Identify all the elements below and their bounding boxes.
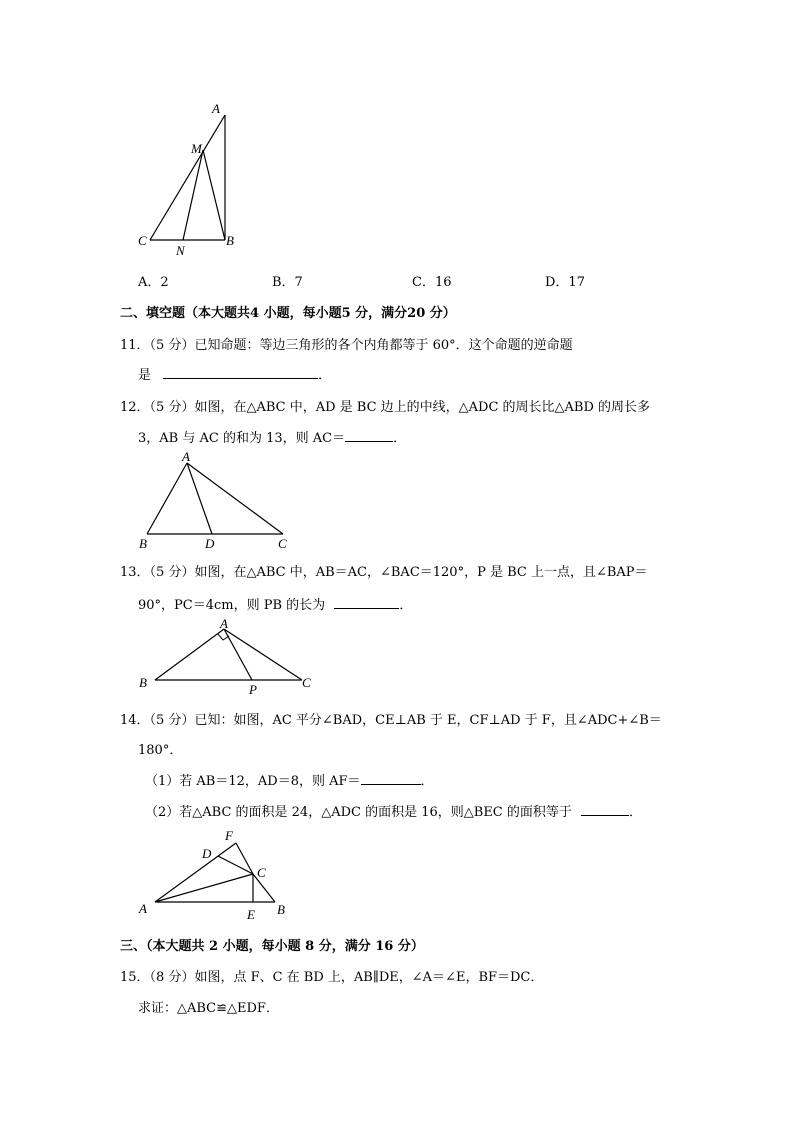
label-C: C <box>138 233 147 248</box>
segment-AF <box>155 843 236 902</box>
segment-AC <box>224 629 302 680</box>
segment-AD <box>187 463 212 534</box>
q14-sub1-answer-blank[interactable] <box>361 772 421 785</box>
section-3-title: 三、（本大题共 2 小题，每小题 8 分，满分 16 分） <box>120 939 424 954</box>
segment-AB <box>155 629 224 680</box>
q12-line2 <box>138 427 406 446</box>
q13-line2 <box>138 594 412 613</box>
label-C: C <box>302 675 311 690</box>
label-E: E <box>247 907 255 922</box>
q11-line2 <box>138 364 331 383</box>
segment-AB <box>147 463 187 534</box>
q13-suffix: ． <box>399 598 413 613</box>
q11-prefix: 是 <box>138 368 152 383</box>
figure-q14 <box>130 822 300 927</box>
label-N: N <box>176 243 185 258</box>
q15-line1: 15．（8 分）如图，点 F、C 在 BD 上，AB∥DE，∠A＝∠E，BF＝DC． <box>120 970 544 985</box>
label-B: B <box>226 233 234 248</box>
q14-sub2-answer-blank[interactable] <box>581 803 629 816</box>
label-C: C <box>257 865 266 880</box>
section-2-title: 二、填空题（本大题共4 小题，每小题5 分，满分20 分） <box>120 306 456 321</box>
label-M: M <box>191 141 202 156</box>
q10-option-d: D．17 <box>545 275 585 290</box>
label-B: B <box>277 902 285 917</box>
figure-q13 <box>130 615 320 700</box>
q12-answer-blank[interactable] <box>345 429 393 442</box>
q15-line2: 求证：△ABC≌△EDF． <box>138 1001 279 1016</box>
figure-q10 <box>130 95 250 260</box>
q12-line1: 12．（5 分）如图，在△ABC 中，AD 是 BC 边上的中线，△ADC 的周长比△ABD 的周长多 <box>120 400 651 415</box>
label-A: A <box>220 616 228 631</box>
q14-sub1-prefix: （1）若 AB＝12，AD＝8，则 AF＝ <box>145 774 361 789</box>
label-B: B <box>139 675 147 690</box>
label-P: P <box>249 682 257 697</box>
q10-option-c: C．16 <box>412 275 452 290</box>
q11-suffix: ． <box>318 368 332 383</box>
q12-suffix: ． <box>393 431 407 446</box>
label-A: A <box>139 901 147 916</box>
q10-option-a: A．2 <box>138 275 169 290</box>
label-D: D <box>202 846 212 861</box>
figure-q12 <box>130 448 305 553</box>
q12-prefix: 3，AB 与 AC 的和为 13，则 AC＝ <box>138 431 346 446</box>
q14-line2: 180°． <box>138 743 183 758</box>
q14-sub1 <box>145 770 434 789</box>
q14-sub2 <box>145 801 642 820</box>
segment-MN <box>183 150 203 240</box>
label-B: B <box>139 536 147 551</box>
q13-answer-blank[interactable] <box>334 596 399 609</box>
label-F: F <box>225 828 233 843</box>
q10-option-b: B．7 <box>272 275 303 290</box>
q14-line1: 14．（5 分）已知：如图，AC 平分∠BAD，CE⊥AB 于 E，CF⊥AD 于 F，且∠ADC+∠B＝ <box>120 713 662 728</box>
q13-prefix: 90°，PC＝4cm，则 PB 的长为 <box>138 598 326 613</box>
label-A: A <box>182 449 190 464</box>
q14-sub2-prefix: （2）若△ABC 的面积是 24，△ADC 的面积是 16，则△BEC 的面积等于 <box>145 805 572 820</box>
segment-MB <box>203 150 225 240</box>
q14-sub2-suffix: ． <box>629 805 643 820</box>
segment-AC <box>187 463 283 534</box>
q13-line1: 13．（5 分）如图，在△ABC 中，AB＝AC，∠BAC＝120°，P 是 BC 上一点，且∠BAP＝ <box>120 565 648 580</box>
segment-AC <box>155 874 253 902</box>
q11-answer-blank[interactable] <box>163 366 318 379</box>
label-D: D <box>205 536 215 551</box>
label-C: C <box>278 536 287 551</box>
q14-sub1-suffix: ． <box>420 774 434 789</box>
q11-line1: 11．（5 分）已知命题：等边三角形的各个内角都等于 60°．这个命题的逆命题 <box>120 338 573 353</box>
label-A: A <box>212 101 220 116</box>
